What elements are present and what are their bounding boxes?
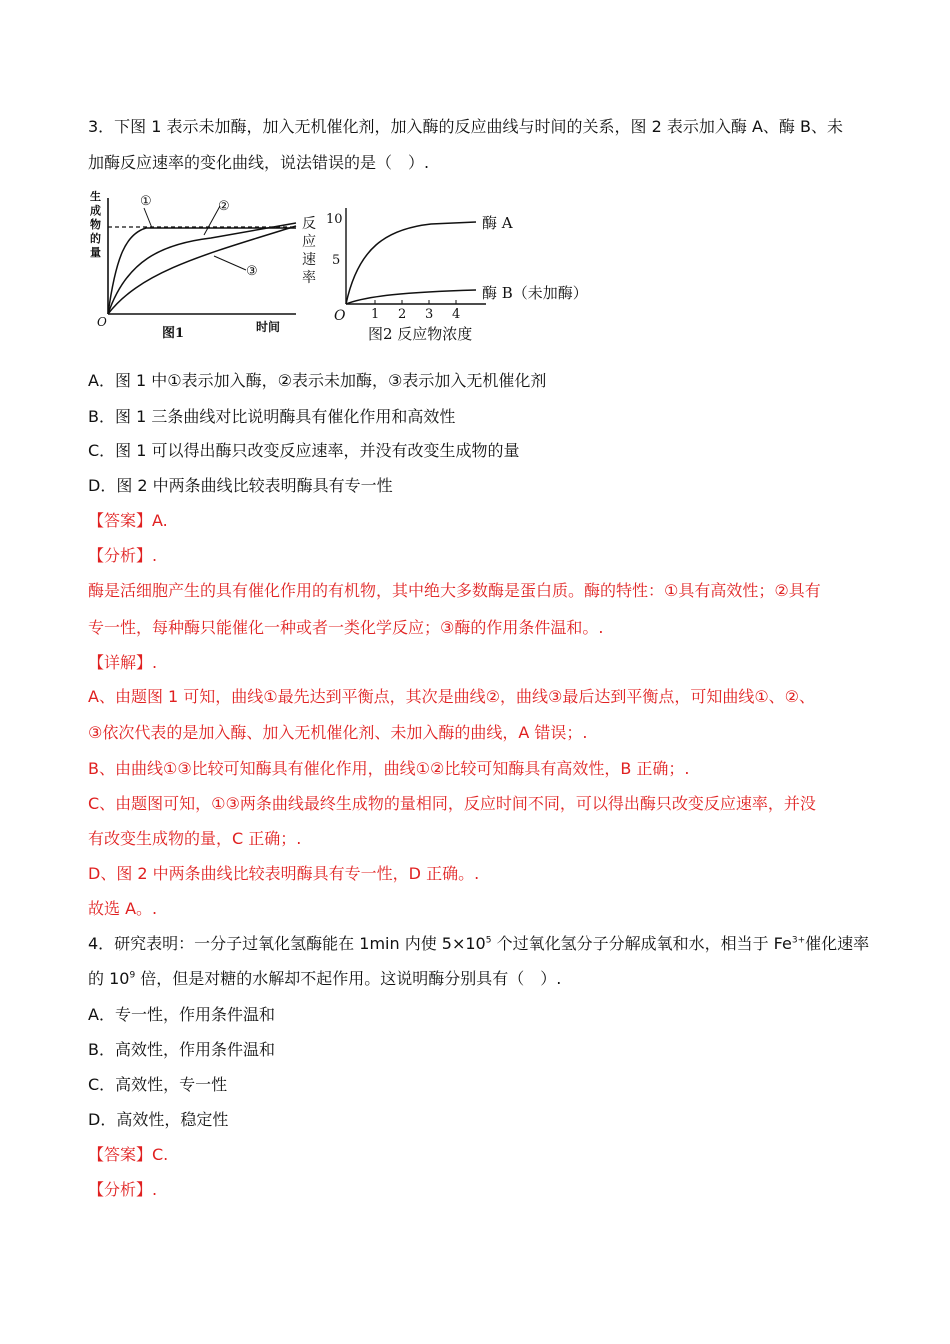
- q3-stem-line1: 3．下图 1 表示未加酶，加入无机催化剂，加入酶的反应曲线与时间的关系，图 2 表示加入酶 A、酶 B、未: [88, 117, 843, 136]
- figure2-ytick: 5: [332, 253, 341, 268]
- q3-option-d: D．图 2 中两条曲线比较表明酶具有专一性: [88, 476, 393, 495]
- q3-option-a: A．图 1 中①表示加入酶，②表示未加酶，③表示加入无机催化剂: [88, 371, 547, 390]
- q4-option-b: B．高效性，作用条件温和: [88, 1040, 275, 1059]
- figure2-label-a: 酶 A: [482, 214, 513, 232]
- figure1-curve-label: ③: [246, 264, 258, 279]
- figure1-curve-2: [108, 223, 296, 314]
- figure1-pointer-1: [144, 208, 152, 228]
- figure2-xtick: 4: [452, 307, 461, 322]
- figure2-ylabel-char: 应: [302, 234, 316, 250]
- figure2-xtick: 3: [425, 307, 434, 322]
- q3-option-b: B．图 1 三条曲线对比说明酶具有催化作用和高效性: [88, 407, 456, 426]
- q3-analysis-title: 【分析】.: [88, 546, 158, 565]
- q3-detail-line: A、由题图 1 可知，曲线①最先达到平衡点，其次是曲线②，曲线③最后达到平衡点，可知曲线①、②、: [88, 687, 816, 706]
- q3-detail-line: B、由曲线①③比较可知酶具有催化作用，曲线①②比较可知酶具有高效性，B 正确；.: [88, 759, 690, 778]
- q3-detail-line: 有改变生成物的量，C 正确；.: [88, 829, 302, 848]
- figure2-caption: 图2 反应物浓度: [368, 325, 473, 343]
- q3-option-c: C．图 1 可以得出酶只改变反应速率，并没有改变生成物的量: [88, 441, 520, 460]
- q4-stem-line2: 的 $10^9$ 倍，但是对糖的水解却不起作用。这说明酶分别具有（ ）.: [88, 969, 562, 988]
- figure1-ylabel-char: 生: [90, 190, 101, 203]
- q3-detail-line: ③依次代表的是加入酶、加入无机催化剂、未加入酶的曲线，A 错误；.: [88, 723, 588, 742]
- figure2-curve-enzyme-a: [346, 222, 476, 304]
- q3-detail-line: C、由题图可知，①③两条曲线最终生成物的量相同，反应时间不同，可以得出酶只改变反应速率，并没: [88, 794, 816, 813]
- figure1-curve-label: ①: [140, 194, 152, 209]
- figure1-ylabel-char: 量: [90, 246, 101, 259]
- figure1-caption: 图1: [162, 326, 185, 341]
- q4-option-c: C．高效性，专一性: [88, 1075, 228, 1094]
- q3-stem-line2: 加酶反应速率的变化曲线，说法错误的是（ ）.: [88, 153, 430, 172]
- figure2-label-b: 酶 B（未加酶）: [482, 284, 588, 302]
- figure2-xtick: 1: [371, 307, 380, 322]
- q4-stem-line1: 4．研究表明：一分子过氧化氢酶能在 1min 内使 $5\times 10^5$ 个过氧化氢分子分解成氧和水，相当于 $Fe^{3+}$催化速率: [88, 934, 870, 953]
- q3-analysis-line: 专一性，每种酶只能催化一种或者一类化学反应；③酶的作用条件温和。.: [88, 618, 604, 637]
- q4-answer: 【答案】C.: [88, 1145, 169, 1164]
- figure1-chart: [90, 189, 296, 341]
- figure1-ylabel-char: 物: [90, 218, 101, 231]
- q4-option-d: D．高效性，稳定性: [88, 1110, 229, 1129]
- q3-detail-line: 故选 A。.: [88, 899, 158, 918]
- figure1-curve-1: [108, 228, 296, 314]
- figure1-curve-label: ②: [218, 199, 230, 214]
- figure2-ylabel-char: 速: [302, 252, 316, 268]
- figure2-ylabel-char: 率: [302, 270, 316, 286]
- figure1-ylabel-char: 的: [90, 232, 101, 245]
- figure2-ylabel-char: 反: [302, 216, 316, 232]
- figure2-xtick: 2: [398, 307, 407, 322]
- q3-detail-title: 【详解】.: [88, 653, 158, 672]
- q3-answer: 【答案】A.: [88, 511, 168, 530]
- figure1-xlabel: 时间: [256, 320, 281, 334]
- figure1-pointer-3: [214, 256, 246, 270]
- q3-figure: [86, 186, 588, 350]
- figure1-ylabel-char: 成: [90, 204, 101, 217]
- q3-analysis-line: 酶是活细胞产生的具有催化作用的有机物，其中绝大多数酶是蛋白质。酶的特性：①具有高效性；②具有: [88, 581, 821, 600]
- q4-analysis-title: 【分析】.: [88, 1180, 158, 1199]
- figure2-chart: [302, 208, 588, 343]
- figure2-ytick: 10: [326, 212, 343, 227]
- figure1-origin: O: [97, 315, 107, 329]
- q3-detail-line: D、图 2 中两条曲线比较表明酶具有专一性，D 正确。.: [88, 864, 480, 883]
- q4-option-a: A．专一性，作用条件温和: [88, 1005, 275, 1024]
- figure2-origin: O: [334, 308, 346, 324]
